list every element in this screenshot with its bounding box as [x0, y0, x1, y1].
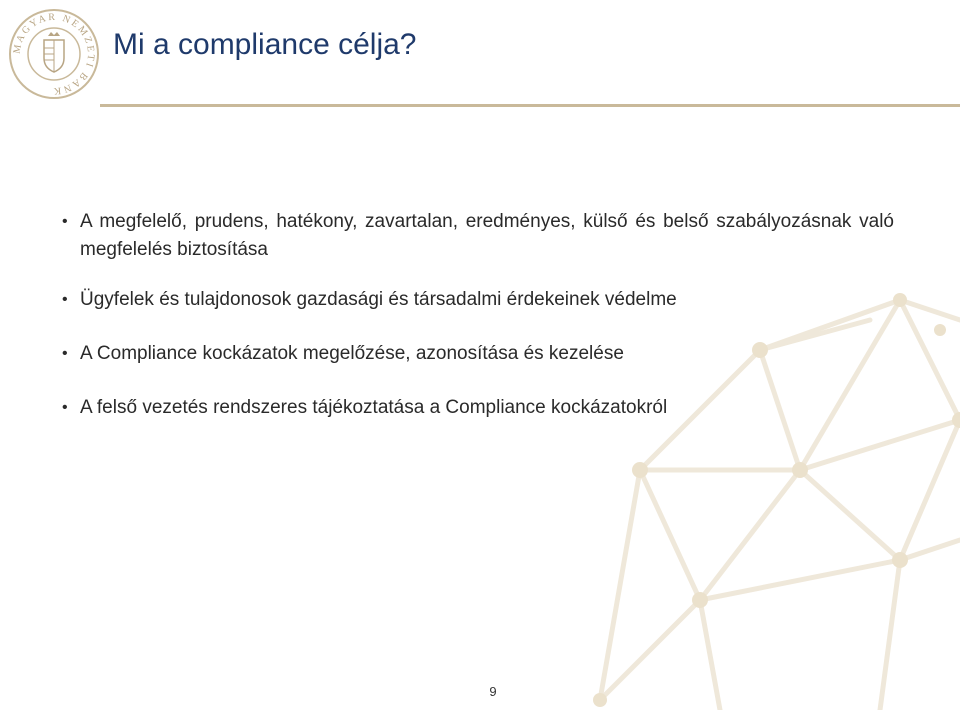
- bullet-item: • Ügyfelek és tulajdonosok gazdasági és társadalmi érdekeinek védelme: [62, 286, 894, 314]
- title-divider: [100, 104, 960, 107]
- bullet-item: • A Compliance kockázatok megelőzése, azonosítása és kezelése: [62, 340, 894, 368]
- svg-text:MAGYAR NEMZETI BANK: MAGYAR NEMZETI BANK: [11, 11, 97, 97]
- bullet-item: • A felső vezetés rendszeres tájékoztatása a Compliance kockázatokról: [62, 394, 894, 422]
- slide-title: Mi a compliance célja?: [113, 28, 417, 61]
- magyar-nemzeti-bank-seal-icon: [8, 8, 100, 100]
- bullet-item: • A megfelelő, prudens, hatékony, zavartalan, eredményes, külső és belső szabályozásnak való megfelelés biztosítása: [62, 208, 894, 264]
- bullet-list: [62, 208, 894, 448]
- page-number: 9: [489, 684, 497, 699]
